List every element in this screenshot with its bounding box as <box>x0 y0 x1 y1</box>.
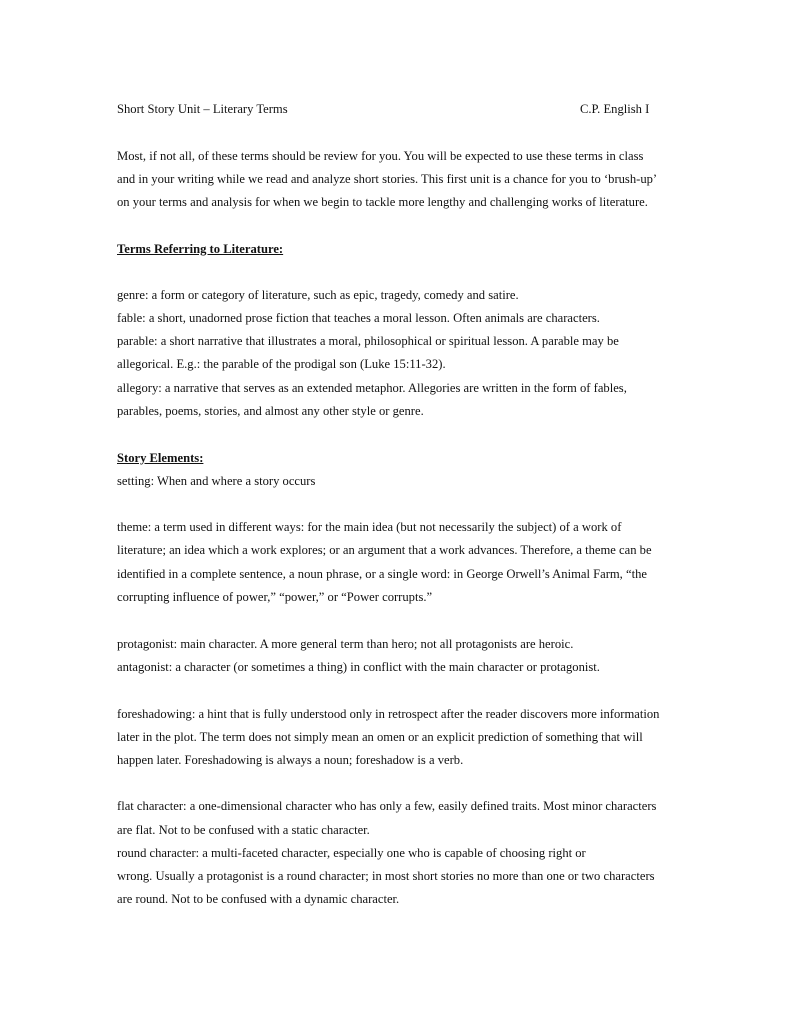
term-theme-1: theme: a term used in different ways: for the main idea (but not necessarily the subject) of a work of <box>117 520 622 534</box>
term-foreshadowing-1: foreshadowing: a hint that is fully understood only in retrospect after the reader discovers more information <box>117 707 660 721</box>
term-allegory-cont: parables, poems, stories, and almost any other style or genre. <box>117 404 424 418</box>
term-theme-4: corrupting influence of power,” “power,” or “Power corrupts.” <box>117 590 433 604</box>
term-foreshadowing-3: happen later. Foreshadowing is always a noun; foreshadow is a verb. <box>117 753 464 767</box>
term-protagonist: protagonist: main character. A more general term than hero; not all protagonists are heroic. <box>117 637 574 651</box>
intro-line-2: and in your writing while we read and analyze short stories. This first unit is a chance for you to ‘brush-up’ <box>117 172 658 186</box>
term-round-character-2: wrong. Usually a protagonist is a round character; in most short stories no more than one or two characters <box>117 869 655 883</box>
section-heading-literature-terms: Terms Referring to Literature: <box>117 242 284 256</box>
term-parable-cont: allegorical. E.g.: the parable of the prodigal son (Luke 15:11-32). <box>117 357 446 371</box>
term-flat-character-2: are flat. Not to be confused with a static character. <box>117 823 370 837</box>
intro-line-3: on your terms and analysis for when we begin to tackle more lengthy and challenging works of literature. <box>117 195 648 209</box>
intro-line-1: Most, if not all, of these terms should be review for you. You will be expected to use these terms in class <box>117 149 644 163</box>
term-theme-3: identified in a complete sentence, a noun phrase, or a single word: in George Orwell’s Animal Farm, “the <box>117 567 647 581</box>
term-foreshadowing-2: later in the plot. The term does not simply mean an omen or an explicit prediction of something that will <box>117 730 643 744</box>
section-heading-story-elements: Story Elements: <box>117 451 204 465</box>
term-round-character-3: are round. Not to be confused with a dynamic character. <box>117 892 400 906</box>
term-round-character-1: round character: a multi-faceted character, especially one who is capable of choosing right or <box>117 846 586 860</box>
term-genre: genre: a form or category of literature, such as epic, tragedy, comedy and satire. <box>117 288 519 302</box>
term-theme-2: literature; an idea which a work explores; or an argument that a work advances. Therefore, a theme can be <box>117 543 652 557</box>
term-fable: fable: a short, unadorned prose fiction that teaches a moral lesson. Often animals are characters. <box>117 311 600 325</box>
term-allegory: allegory: a narrative that serves as an extended metaphor. Allegories are written in the form of fables, <box>117 381 627 395</box>
course-name: C.P. English I <box>580 102 650 116</box>
term-setting: setting: When and where a story occurs <box>117 474 316 488</box>
term-antagonist: antagonist: a character (or sometimes a thing) in conflict with the main character or protagonist. <box>117 660 600 674</box>
term-flat-character-1: flat character: a one-dimensional character who has only a few, easily defined traits. Most minor characters <box>117 799 657 813</box>
document-title: Short Story Unit – Literary Terms <box>117 102 288 116</box>
term-parable: parable: a short narrative that illustrates a moral, philosophical or spiritual lesson. A parable may be <box>117 334 619 348</box>
